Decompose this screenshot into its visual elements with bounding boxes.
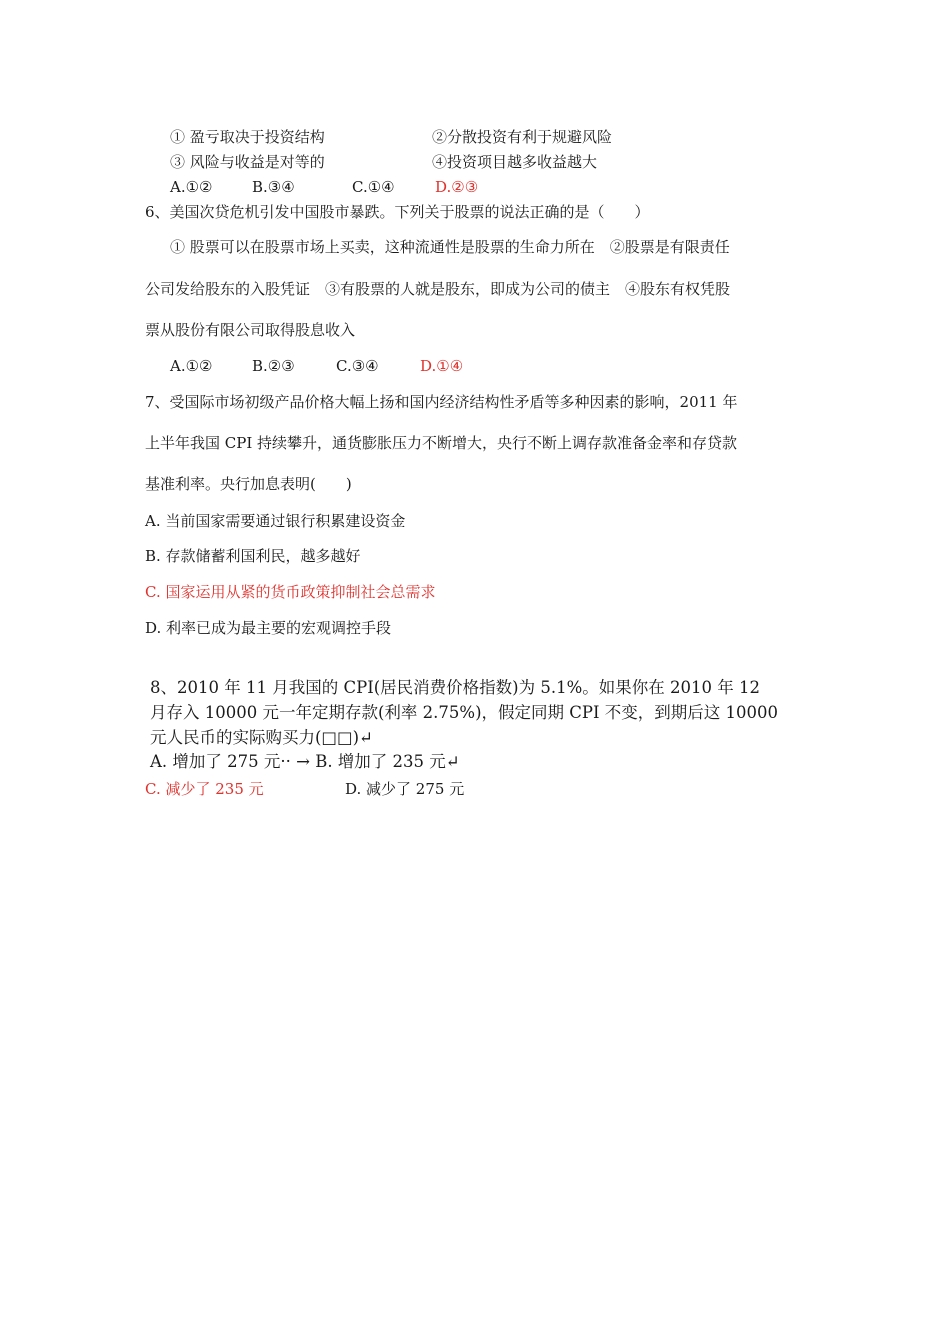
q8-choices-a-b: A. 增加了 275 元·· → B. 增加了 235 元↵ <box>150 752 460 771</box>
q6-body-line-1: ① 股票可以在股票市场上买卖，这种流通性是股票的生命力所在 ②股票是有限责任 <box>170 238 730 256</box>
q7-choice-d: D. 利率已成为最主要的宏观调控手段 <box>145 619 392 637</box>
q5-choice-d-answer: D.②③ <box>435 178 479 196</box>
q6-body-line-2: 公司发给股东的入股凭证 ③有股票的人就是股东，即成为公司的债主 ④股东有权凭股 <box>145 280 731 298</box>
q8-stem-line-3: 元人民币的实际购买力(□□)↵ <box>150 728 373 747</box>
q8-stem-line-2: 月存入 10000 元一年定期存款(利率 2.75%)，假定同期 CPI 不变，到期后这 10000 <box>150 703 778 722</box>
q7-stem-line-3: 基准利率。央行加息表明( ) <box>145 475 352 493</box>
q5-option-1: ① 盈亏取决于投资结构 <box>170 128 325 146</box>
q7-stem-line-1: 7、受国际市场初级产品价格大幅上扬和国内经济结构性矛盾等多种因素的影响，2011 年 <box>145 393 738 411</box>
q8-choice-c-answer: C. 减少了 235 元 <box>145 780 264 798</box>
q7-choice-a: A. 当前国家需要通过银行积累建设资金 <box>145 512 406 530</box>
q7-choice-b: B. 存款储蓄利国利民，越多越好 <box>145 547 361 565</box>
q6-choice-b: B.②③ <box>252 357 295 375</box>
q6-body-line-3: 票从股份有限公司取得股息收入 <box>145 321 356 339</box>
q5-option-3: ③ 风险与收益是对等的 <box>170 153 325 171</box>
q7-choice-c-answer: C. 国家运用从紧的货币政策抑制社会总需求 <box>145 583 436 601</box>
q5-option-2: ②分散投资有利于规避风险 <box>432 128 613 146</box>
q8-choice-d: D. 减少了 275 元 <box>345 780 465 798</box>
q6-choice-d-answer: D.①④ <box>420 357 464 375</box>
q7-stem-line-2: 上半年我国 CPI 持续攀升，通货膨胀压力不断增大，央行不断上调存款准备金率和存贷款 <box>145 434 738 452</box>
q5-choice-b: B.③④ <box>252 178 295 196</box>
q5-choice-a: A.①② <box>170 178 213 196</box>
q6-choice-c: C.③④ <box>336 357 379 375</box>
q5-option-4: ④投资项目越多收益越大 <box>432 153 598 171</box>
q6-stem: 6、美国次贷危机引发中国股市暴跌。下列关于股票的说法正确的是（ ） <box>145 203 650 221</box>
q6-choice-a: A.①② <box>170 357 213 375</box>
q8-stem-line-1: 8、2010 年 11 月我国的 CPI(居民消费价格指数)为 5.1%。如果你在 2010 年 12 <box>150 678 760 697</box>
q5-choice-c: C.①④ <box>352 178 395 196</box>
